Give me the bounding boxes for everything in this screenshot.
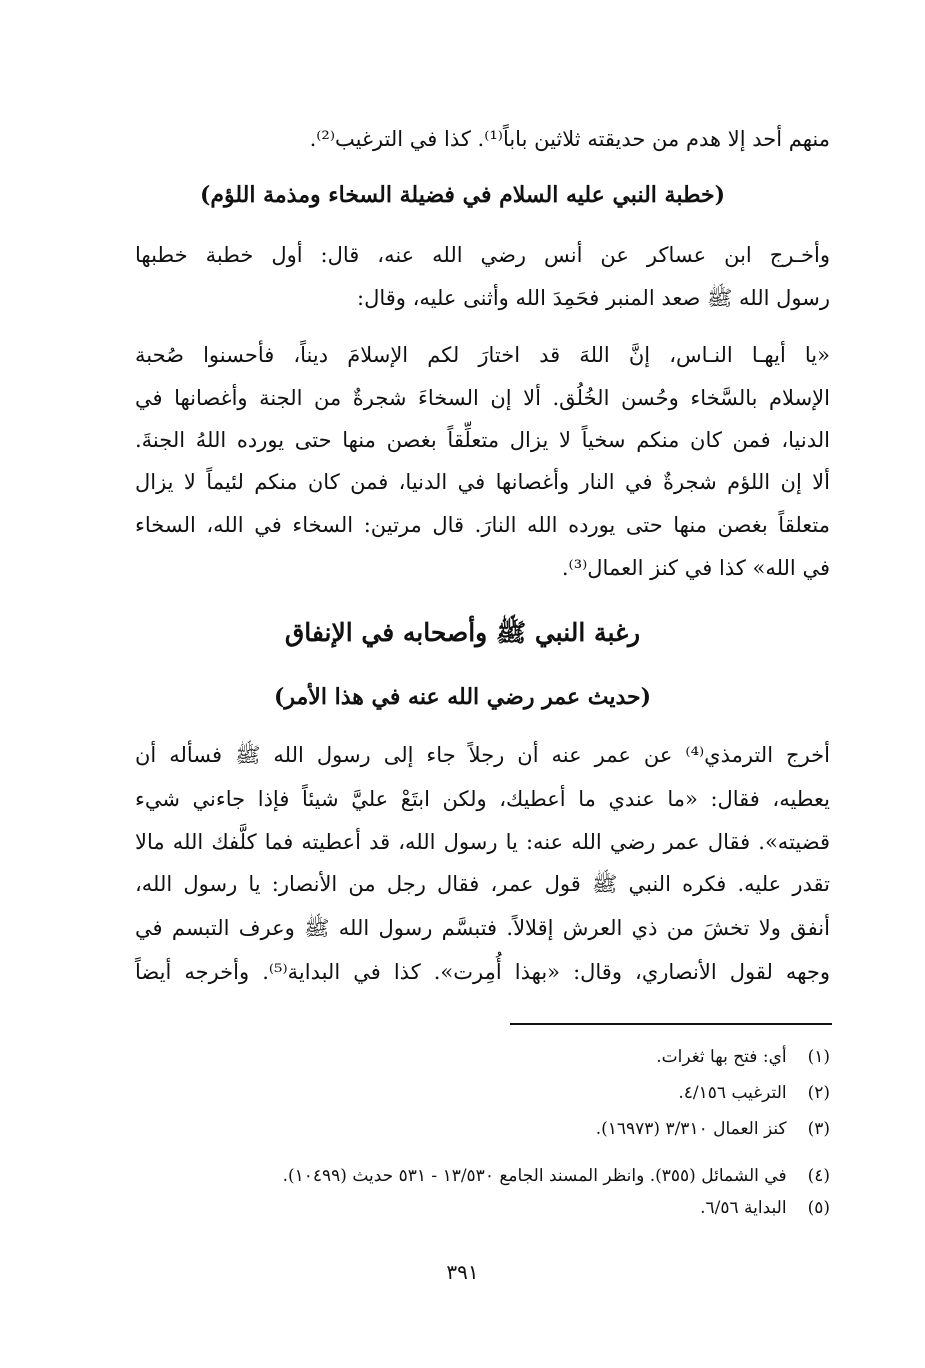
text-line: يعطيه، فقال: «ما عندي ما أعطيك، ولكن ابتَعْ عليَّ شيئاً فإذا جاءني شيء [135, 787, 830, 811]
text-line: رسول الله ﷺ صعد المنبر فحَمِدَ الله وأثنى عليه، وقال: [357, 286, 830, 310]
text-line: الإسلام بالسَّخاء وحُسن الخُلُق. ألا إن السخاءَ شجرةٌ من الجنة وأغصانها في [135, 386, 830, 410]
text-line: تقدر عليه. فكره النبي ﷺ قول عمر، فقال رجل من الأنصار: يا رسول الله، [135, 872, 830, 896]
page-number: ٣٩١ [446, 1260, 479, 1284]
footnote-number: (٢) [807, 1083, 830, 1103]
footnote-number: (٥) [807, 1198, 830, 1218]
footnote-number: (٣) [807, 1119, 830, 1139]
footnote-number: (٤) [807, 1166, 830, 1186]
text-line: أخرج الترمذي⁽⁴⁾ عن عمر عنه أن رجلاً جاء إلى رسول الله ﷺ فسأله أن [135, 743, 830, 767]
text-line: وأخـرج ابن عساكر عن أنس رضي الله عنه، قال: أول خطبة خطبها [135, 243, 830, 267]
footnote-number: (١) [807, 1047, 830, 1067]
section-heading: (خطبة النبي عليه السلام في فضيلة السخاء ومذمة اللؤم) [199, 182, 726, 208]
footnote-text: كنز العمال ٣/٣١٠ (١٦٩٧٣). [595, 1119, 787, 1139]
text-line: قضيته». فقال عمر رضي الله عنه: يا رسول الله، قد أعطيته فما كلَّفك الله مالا [135, 830, 830, 854]
footnote [656, 1045, 830, 1069]
text-line: في الله» كذا في كنز العمال⁽³⁾. [561, 556, 830, 580]
footnote [700, 1196, 830, 1220]
footnote [678, 1081, 830, 1105]
footnote [596, 1117, 830, 1141]
footnote-text: البداية ٦/٥٦. [700, 1198, 787, 1218]
footnote-text: أي: فتح بها ثغرات. [656, 1047, 787, 1067]
footnote [283, 1164, 830, 1188]
text-line: ألا إن اللؤم شجرةٌ في النار وأغصانها في الدنيا، فمن كان منكم لئيماً لا يزال [135, 470, 830, 494]
text-line: أنفق ولا تخشَ من ذي العرش إقلالاً. فتبسَّم رسول الله ﷺ وعرف التبسم في [135, 916, 830, 940]
footnote-divider [510, 1023, 832, 1025]
text-line: وجهه لقول الأنصاري، وقال: «بهذا أُمِرت». كذا في البداية⁽⁵⁾. وأخرجه أيضاً [135, 960, 830, 984]
footnote-text: في الشمائل (٣٥٥). وانظر المسند الجامع ١٣/٥٣٠ - ٥٣١ حديث (١٠٤٩٩). [282, 1166, 787, 1186]
chapter-heading: رغبة النبي ﷺ وأصحابه في الإنفاق [284, 618, 641, 647]
text-line: متعلقاً بغصن منها حتى يورده الله النارَ. قال مرتين: السخاء في الله، السخاء [135, 513, 830, 537]
footnote-text: الترغيب ٤/١٥٦. [678, 1083, 787, 1103]
text-line: منهم أحد إلا هدم من حديقته ثلاثين باباً⁽¹⁾. كذا في الترغيب⁽²⁾. [309, 127, 830, 151]
text-line: الدنيا، فمن كان منكم سخياً لا يزال متعلِّقاً بغصن منها حتى يورده اللهُ الجنةَ. [135, 428, 830, 452]
section-heading: (حديث عمر رضي الله عنه في هذا الأمر) [273, 684, 652, 710]
text-line: «يا أيهـا النـاس، إنَّ اللهَ قد اختارَ لكم الإسلامَ ديناً، فأحسنوا صُحبة [135, 343, 830, 367]
